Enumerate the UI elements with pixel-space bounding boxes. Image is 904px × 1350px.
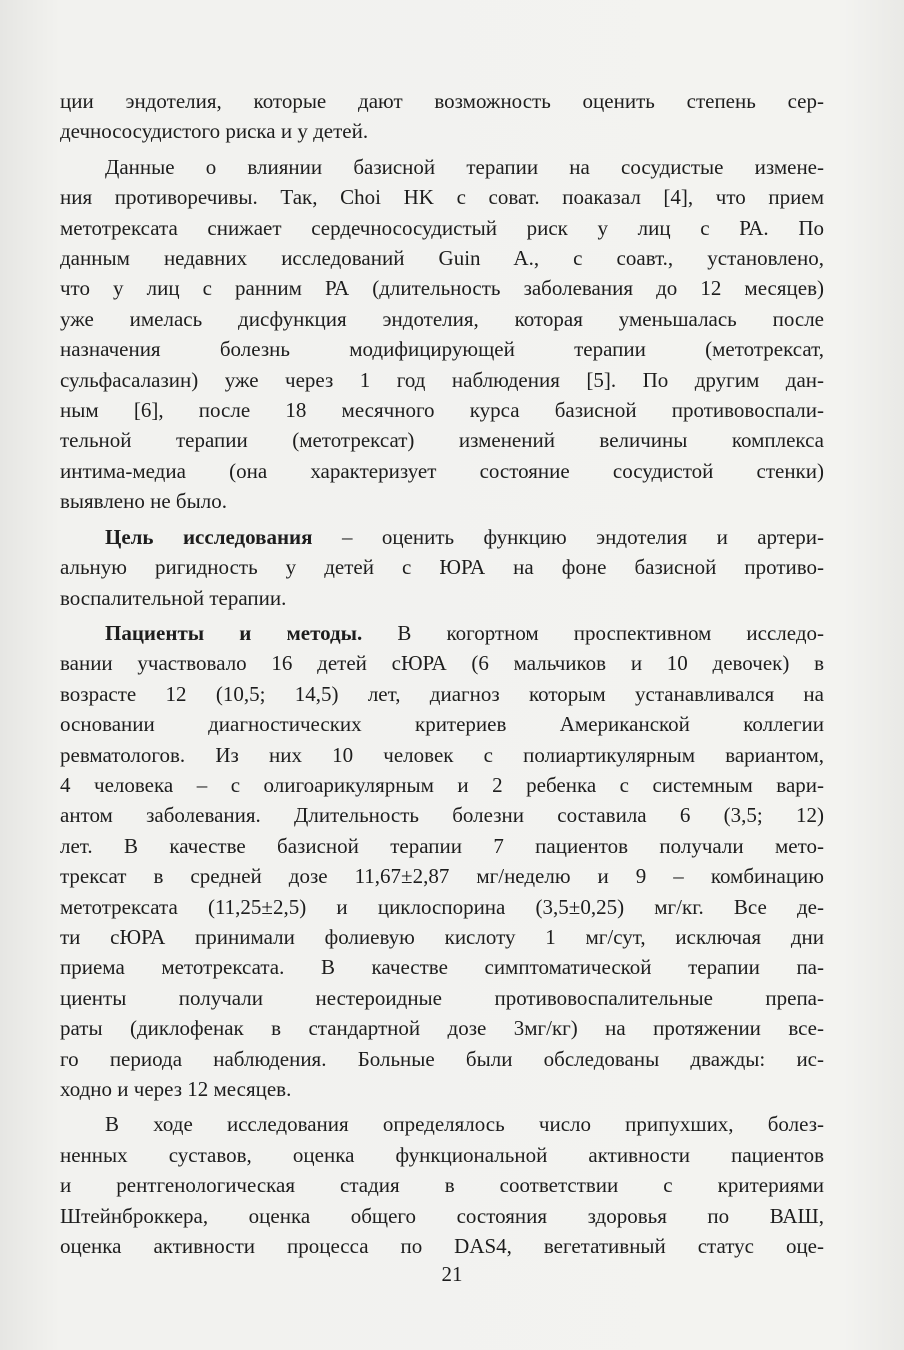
text-line: раты (диклофенак в стандартной дозе 3мг/кг) на протяжении все- (60, 1016, 824, 1041)
text-line: назначения болезнь модифицирующей терапии (метотрексат, (60, 337, 824, 362)
paragraph-assessment (60, 1109, 824, 1261)
text-line: ревматологов. Из них 10 человек с полиартикулярным вариантом, (60, 742, 824, 767)
text-line: Штейнброккера, оценка общего состояния здоровья по ВАШ, (60, 1203, 824, 1228)
text-line: лет. В качестве базисной терапии 7 пациентов получали мето- (60, 833, 824, 858)
paragraph-background (60, 152, 824, 517)
text-line: ненных суставов, оценка функциональной активности пациентов (60, 1142, 824, 1167)
section-heading-goal: Цель исследования (105, 524, 313, 549)
text-line: возрасте 12 (10,5; 14,5) лет, диагноз которым устанавливался на (60, 681, 824, 706)
paragraph-continuation (60, 86, 824, 147)
text-run: В когортном проспективном исследо- (362, 620, 825, 645)
text-line: приема метотрексата. В качестве симптоматической терапии па- (60, 955, 824, 980)
text-line: антом заболевания. Длительность болезни составила 6 (3,5; 12) (60, 803, 824, 828)
text-line: тельной терапии (метотрексат) изменений величины комплекса (60, 428, 824, 453)
body-text (60, 86, 824, 1261)
text-line: основании диагностических критериев Американской коллегии (60, 712, 824, 737)
text-line: что у лиц с ранним РА (длительность заболевания до 12 месяцев) (60, 276, 824, 301)
text-line: выявлено не было. (60, 489, 227, 514)
paragraph-methods (60, 618, 824, 1105)
text-line: трексат в средней дозе 11,67±2,87 мг/неделю и 9 – комбинацию (60, 864, 824, 889)
text-line: ти сЮРА принимали фолиевую кислоту 1 мг/сут, исключая дни (60, 924, 824, 949)
text-line: метотрексата (11,25±2,5) и циклоспорина (3,5±0,25) мг/кг. Все де- (60, 894, 824, 919)
text-line: метотрексата снижает сердечнососудистый риск у лиц с РА. По (60, 215, 824, 240)
text-line: ходно и через 12 месяцев. (60, 1077, 292, 1101)
text-line: воспалительной терапии. (60, 585, 287, 610)
text-line: го периода наблюдения. Больные были обследованы дважды: ис- (60, 1046, 824, 1071)
text-line: уже имелась дисфункция эндотелия, которая уменьшалась после (60, 306, 824, 331)
text-line: оценка активности процесса по DAS4, вегетативный статус оце- (60, 1234, 824, 1259)
paragraph-goal (60, 522, 824, 613)
text-line: В ходе исследования определялось число припухших, болез- (105, 1112, 824, 1137)
text-line: ции эндотелия, которые дают возможность оценить степень сер- (60, 89, 824, 113)
page-number: 21 (441, 1262, 463, 1286)
text-line: Данные о влиянии базисной терапии на сосудистые измене- (105, 154, 824, 179)
text-line: данным недавних исследований Guin A., с соавт., установлено, (60, 246, 824, 271)
text-line (60, 618, 824, 648)
text-line: дечнососудистого риска и у детей. (60, 119, 369, 144)
section-heading-methods: Пациенты и методы. (105, 620, 363, 645)
text-line: сульфасалазин) уже через 1 год наблюдения [5]. По другим дан- (60, 367, 824, 392)
text-line: вании участвовало 16 детей сЮРА (6 мальчиков и 10 девочек) в (60, 651, 824, 676)
text-line: ния противоречивы. Так, Choi HK с соват. поаказал [4], что прием (60, 185, 824, 210)
text-line (60, 522, 824, 552)
text-line: 4 человека – с олигоарикулярным и 2 ребенка с системным вари- (60, 772, 824, 797)
text-line: альную ригидность у детей с ЮРА на фоне базисной противо- (60, 555, 824, 580)
text-line: и рентгенологическая стадия в соответствии с критериями (60, 1173, 824, 1198)
text-run: – оценить функцию эндотелия и артери- (312, 524, 824, 549)
text-line: циенты получали нестероидные противовоспалительные препа- (60, 985, 824, 1010)
text-line: ным [6], после 18 месячного курса базисной противовоспали- (60, 398, 824, 423)
text-line: интима-медиа (она характеризует состояние сосудистой стенки) (60, 458, 824, 483)
